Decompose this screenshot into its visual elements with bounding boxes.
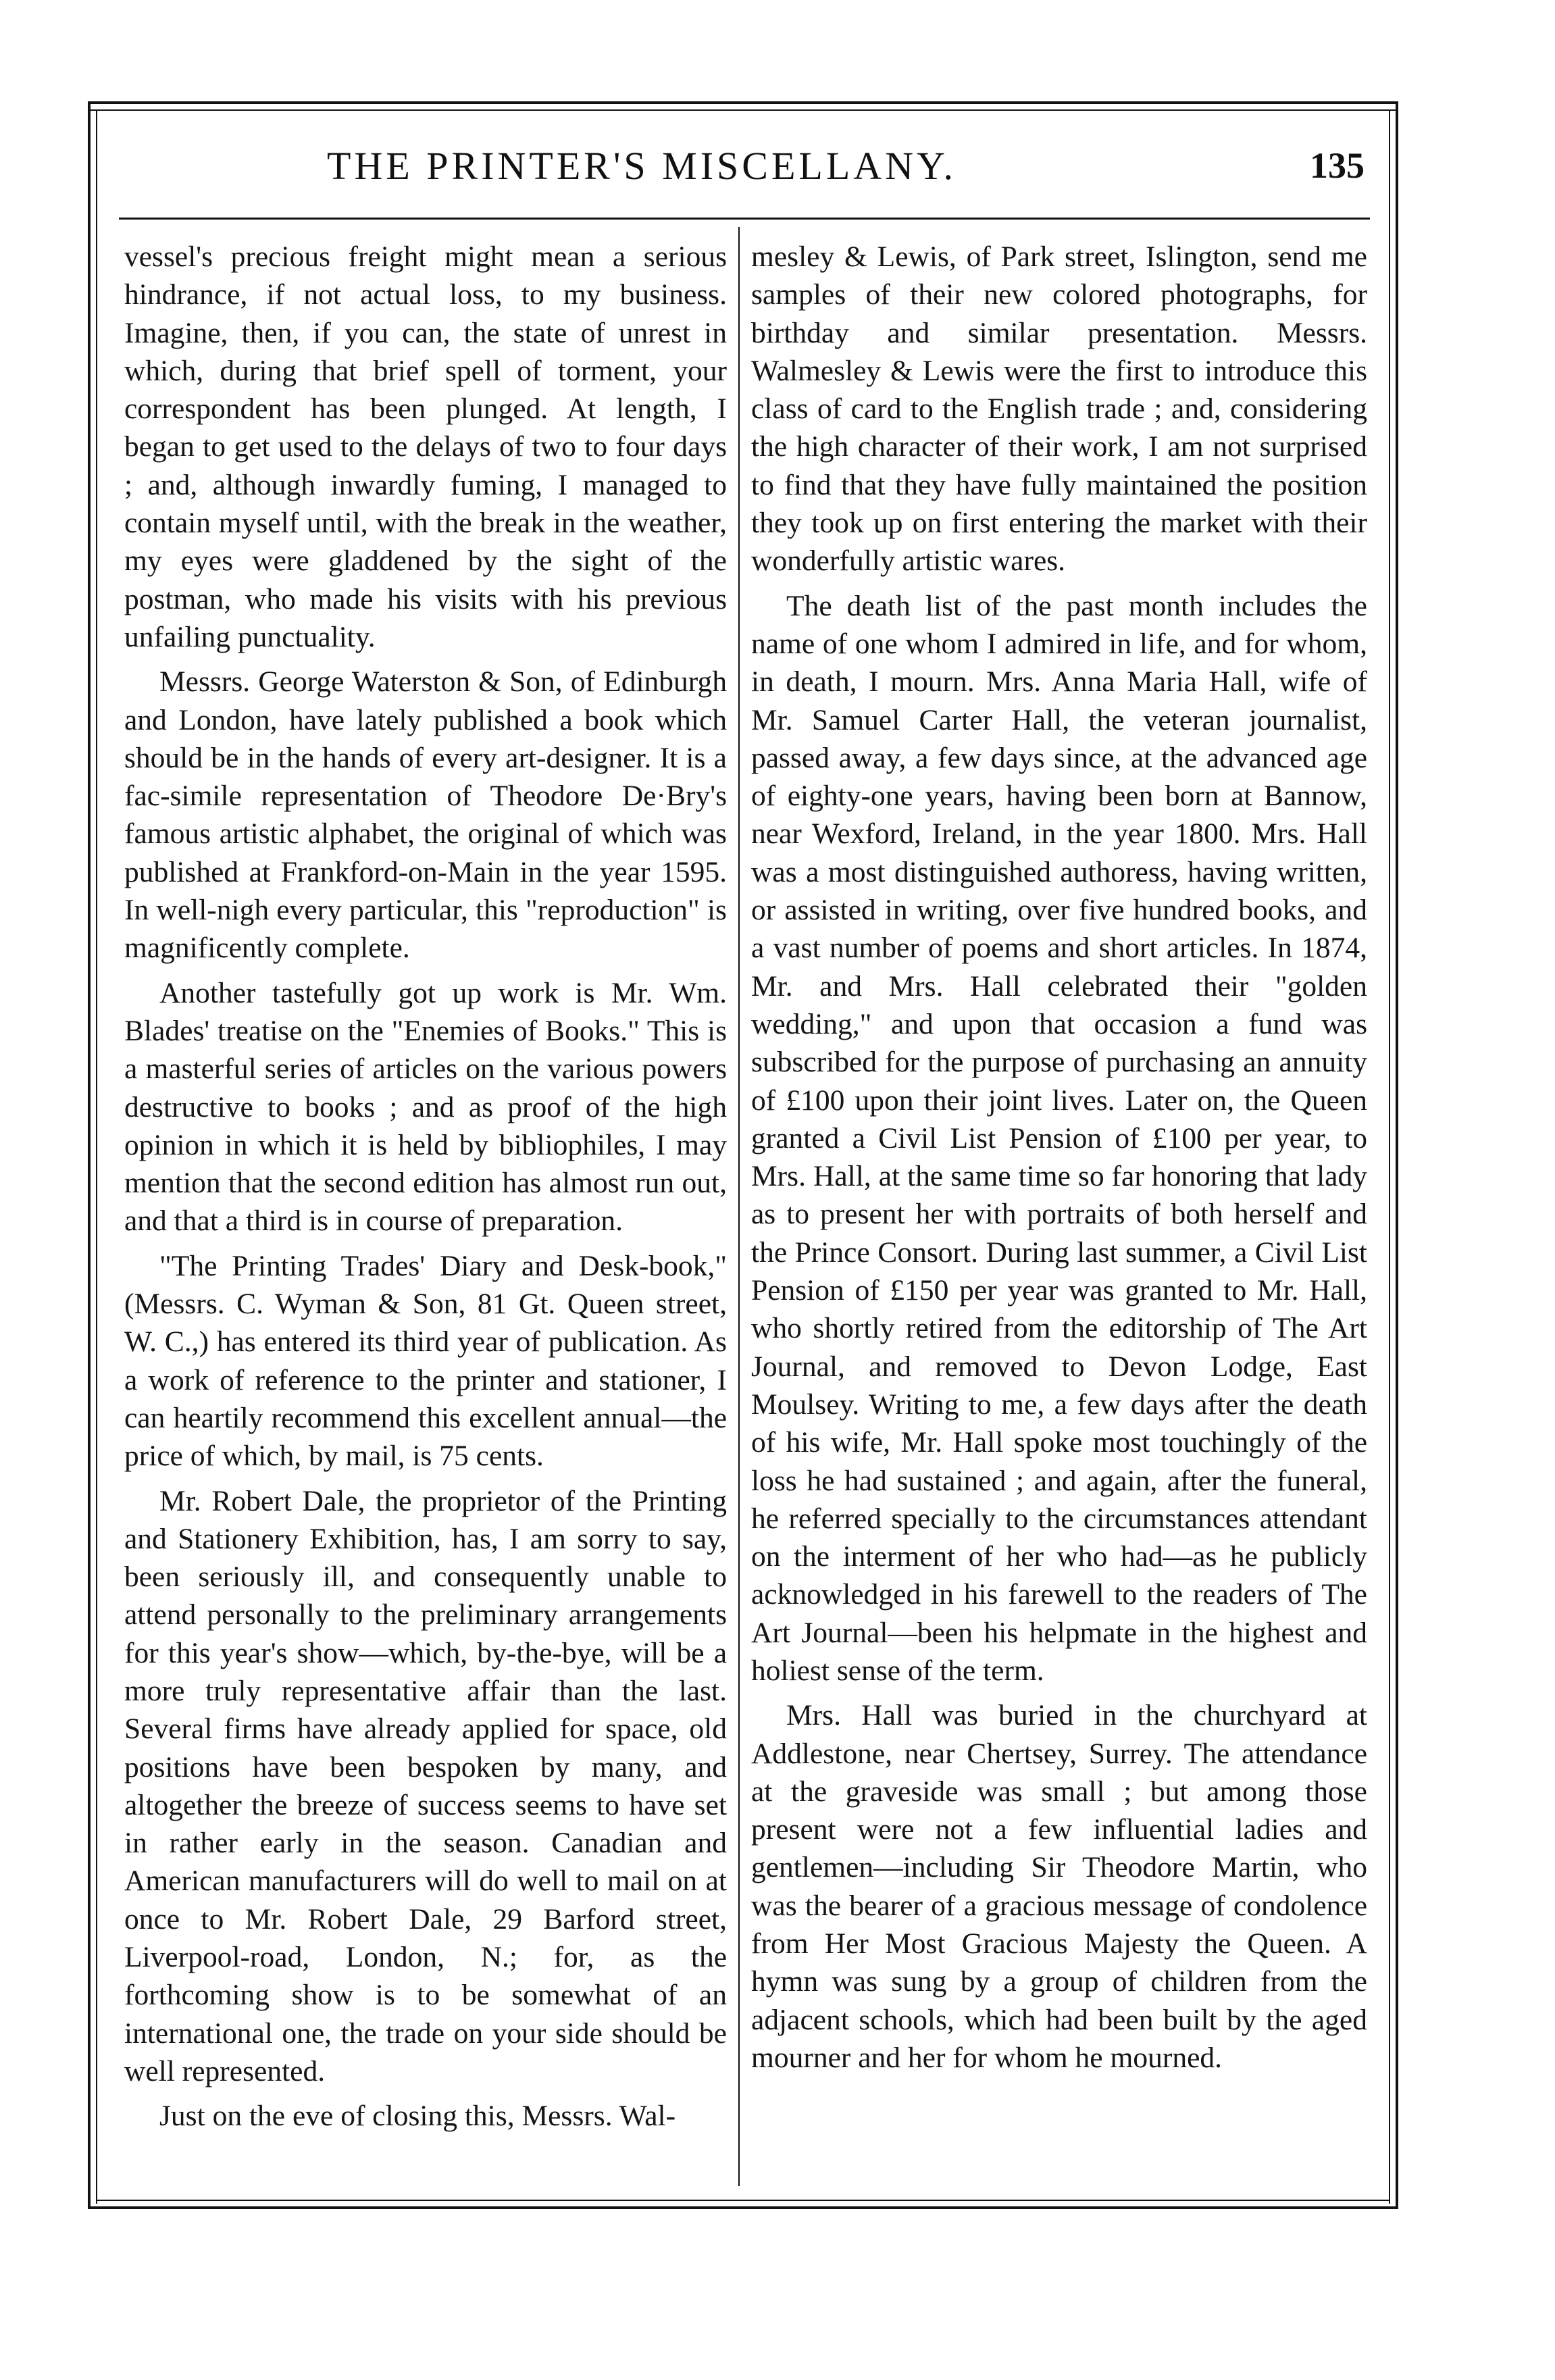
frame-bottom-inner-rule bbox=[96, 2200, 1390, 2201]
paragraph: Messrs. George Waterston & Son, of Edinburgh and London, have lately published a book which should be in the hands of every art-designer. It is a fac-simile representation of Theodore De·Bry's famous artistic alphabet, the original of which was published at Frankford-on-Main in the year 1595. In well-nigh every particular, this "reproduction" is magnificently complete. bbox=[124, 665, 727, 965]
paragraph: Mrs. Hall was buried in the churchyard at Addlestone, near Chertsey, Surrey. The attendance at the graveside was small ; but among those present were not a few influential ladies and gentlemen—including Sir Theodore Martin, who was the bearer of a gracious message of condolence from Her Most Gracious Majesty the Queen. A hymn was sung by a group of children from the adjacent schools, which had been built by the aged mourner and her for whom he mourned. bbox=[751, 1699, 1367, 2074]
running-head-title: THE PRINTER'S MISCELLANY. bbox=[327, 144, 957, 188]
paragraph: Just on the eve of closing this, Messrs. Wal- bbox=[159, 2100, 676, 2133]
frame-right-inner-rule bbox=[1389, 109, 1390, 2204]
frame-right-outer-rule bbox=[1396, 101, 1398, 2209]
paragraph: The death list of the past month includes the name of one whom I admired in life, and for whom, in death, I mourn. Mrs. Anna Maria Hall, wife of Mr. Samuel Carter Hall, the veteran journalist, passed away, a few days since, at the advanced age of eighty-one years, having been born at Bannow, near Wexford, Ireland, in the year 1800. Mrs. Hall was a most distinguished authoress, having written, or assisted in writing, over five hundred books, and a vast number of poems and short articles. In 1874, Mr. and Mrs. Hall celebrated their "golden wedding," and upon that occasion a fund was subscribed for the purpose of purchasing an annuity of £100 upon their joint lives. Later on, the Queen granted a Civil List Pension of £100 per year, to Mrs. Hall, at the same time so far honoring that lady as to present her with portraits of both herself and the Prince Consort. During last summer, a Civil List Pension of £150 per year was granted to Mr. Hall, who shortly retired from the editorship of The Art Journal, and removed to Devon Lodge, East Moulsey. Writing to me, a few days after the death of his wife, Mr. Hall spoke most touchingly of the loss he had sustained ; and again, after the funeral, he referred specially to the circumstances attendant on the interment of her who had—as he publicly acknowledged in his farewell to the readers of The Art Journal—been his helpmate in the highest and holiest sense of the term. bbox=[751, 589, 1367, 1687]
header-rule bbox=[119, 218, 1370, 220]
column-divider bbox=[738, 227, 740, 2186]
frame-bottom-outer-rule bbox=[88, 2206, 1398, 2209]
right-column bbox=[751, 238, 1367, 2077]
page-number: 135 bbox=[1310, 145, 1365, 186]
paragraph: "The Printing Trades' Diary and Desk-book," (Messrs. C. Wyman & Son, 81 Gt. Queen street, W. C.,) has entered its third year of publication. As a work of reference to the printer and stationer, I can heartily recommend this excellent annual—the price of which, by mail, is 75 cents. bbox=[124, 1249, 727, 1473]
frame-left-inner-rule bbox=[96, 109, 97, 2204]
frame-left-outer-rule bbox=[88, 101, 91, 2209]
paragraph: Mr. Robert Dale, the proprietor of the Printing and Stationery Exhibition, has, I am sorry to say, been seriously ill, and consequently unable to attend personally to the preliminary arrangements for this year's show—which, by-the-bye, will be a more truly representative affair than the last. Several firms have already applied for space, old positions have been bespoken by many, and altogether the breeze of success seems to have set in rather early in the season. Canadian and American manufacturers will do well to mail on at once to Mr. Robert Dale, 29 Barford street, Liverpool-road, London, N.; for, as the forthcoming show is to be somewhat of an international one, the trade on your side should be well represented. bbox=[124, 1484, 727, 2087]
paragraph: Another tastefully got up work is Mr. Wm. Blades' treatise on the "Enemies of Books." This is a masterful series of articles on the various powers destructive to books ; and as proof of the high opinion in which it is held by bibliophiles, I may mention that the second edition has almost run out, and that a third is in course of preparation. bbox=[124, 976, 727, 1238]
paragraph: vessel's precious freight might mean a serious hindrance, if not actual loss, to my business. Imagine, then, if you can, the state of unrest in which, during that brief spell of torment, your correspondent has been plunged. At length, I began to get used to the delays of two to four days ; and, although inwardly fuming, I managed to contain myself until, with the break in the weather, my eyes were gladdened by the sight of the postman, who made his visits with his previous unfailing punctuality. bbox=[124, 240, 727, 653]
paragraph: mesley & Lewis, of Park street, Islington, send me samples of their new colored photographs, for birthday and similar presentation. Messrs. Walmesley & Lewis were the first to introduce this class of card to the English trade ; and, considering the high character of their work, I am not surprised to find that they have fully maintained the position they took up on first entering the market with their wonderfully artistic wares. bbox=[751, 240, 1367, 578]
frame-top-inner-rule bbox=[88, 109, 1398, 111]
frame-top-outer-rule bbox=[88, 101, 1398, 104]
left-column bbox=[124, 238, 727, 2135]
